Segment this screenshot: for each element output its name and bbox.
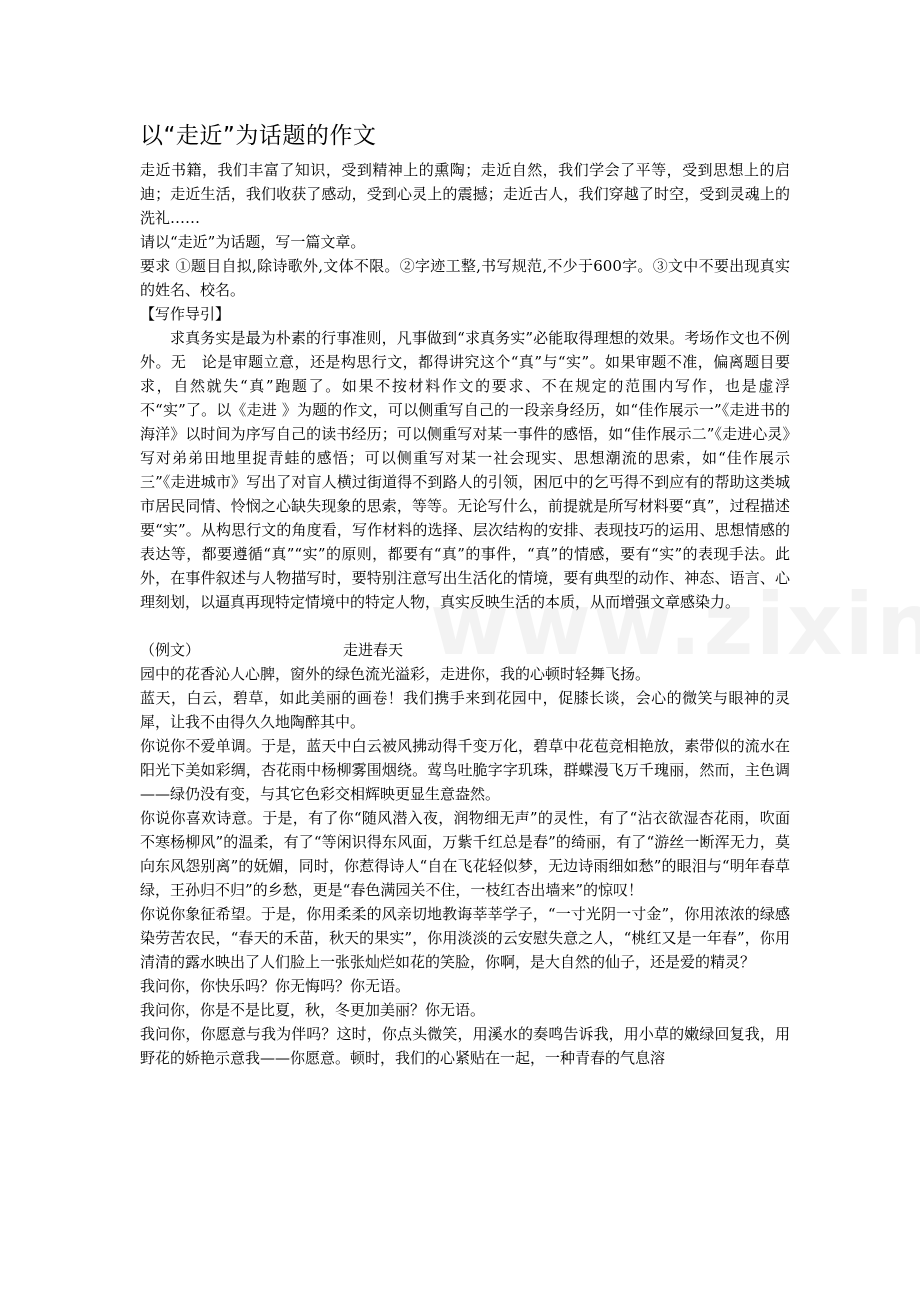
example-paragraph: 蓝天，白云，碧草，如此美丽的画卷！我们携手来到花园中，促膝长谈，会心的微笑与眼神的灵犀，让我不由得久久地陶醉其中。 xyxy=(140,689,790,731)
guide-heading: 【写作导引】 xyxy=(140,305,231,323)
example-heading xyxy=(140,638,790,662)
instruction-paragraph: 请以“走近”为话题，写一篇文章。 xyxy=(140,233,366,251)
example-title: 走进春天 xyxy=(343,641,404,659)
example-paragraph: 我问你，你快乐吗？你无悔吗？你无语。 xyxy=(140,977,411,995)
example-paragraph: 我问你，你愿意与我为伴吗？这时，你点头微笑，用溪水的奏鸣告诉我，用小草的嫩绿回复我，用野花的娇艳示意我——你愿意。顿时，我们的心紧贴在一起，一种青春的气息溶 xyxy=(140,1025,790,1067)
example-paragraph: 园中的花香沁人心脾，窗外的绿色流光溢彩，走进你，我的心顿时轻舞飞扬。 xyxy=(140,665,651,683)
document-page xyxy=(140,118,790,1070)
example-tag: （例文） xyxy=(140,641,201,659)
page-title: 以“走近”为话题的作文 xyxy=(140,123,377,149)
guide-paragraph: 求真务实是最为朴素的行事准则，凡事做到“求真务实”必能取得理想的效果。考场作文也不例外。无 论是审题立意，还是构思行文，都得讲究这个“真”与“实”。如果审题不准，偏离题目要求，自然就失“真”跑题了。如果不按材料作文的要求、不在规定的范围内写作，也是虚浮不“实”了。以《走进 》为题的作文，可以侧重写自己的一段亲身经历，如“佳作展示一”《走进书的海洋》以时间为序写自己的读书经历；可以侧重写对某一事件的感悟，如“佳作展示二”《走进心灵》写对弟弟田地里捉青蛙的感悟；可以侧重写对某一社会现实、思想潮流的思索，如“佳作展示三”《走进城市》写出了对盲人横过街道得不到路人的引领，困厄中的乞丐得不到应有的帮助这类城市居民同情、怜悯之心缺失现象的思索，等等。无论写什么，前提就是所写材料要“真”，过程描述要“实”。从构思行文的角度看，写作材料的选择、层次结构的安排、表现技巧的运用、思想情感的表达等，都要遵循“真”“实”的原则，都要有“真”的事件，“真”的情感，要有“实”的表现手法。此外，在事件叙述与人物描写时，要特别注意写出生活化的情境，要有典型的动作、神态、语言、心理刻划，以逼真再现特定情境中的特定人物，真实反映生活的本质，从而增强文章感染力。 xyxy=(140,329,790,611)
example-paragraph: 你说你喜欢诗意。于是，有了你“随风潜入夜，润物细无声”的灵性，有了“沾衣欲湿杏花雨，吹面不寒杨柳风”的温柔，有了“等闲识得东风面，万紫千红总是春”的绮丽，有了“游丝一断浑无力，莫向东风怨别离”的妩媚，同时，你惹得诗人“自在飞花轻似梦，无边诗雨细如愁”的眼泪与“明年春草绿，王孙归不归”的乡愁，更是“春色满园关不住，一枝红杏出墙来”的惊叹！ xyxy=(140,809,790,899)
example-paragraph: 我问你，你是不是比夏，秋，冬更加美丽？你无语。 xyxy=(140,1001,486,1019)
example-paragraph: 你说你不爱单调。于是，蓝天中白云被风拂动得千变万化，碧草中花苞竞相艳放，素带似的流水在阳光下美如彩绸，杏花雨中杨柳雾围烟绕。莺鸟吐脆字字玑珠，群蝶漫飞万千瑰丽，然而，主色调——绿仍没有变，与其它色彩交相辉映更显生意盎然。 xyxy=(140,737,790,803)
example-paragraph: 你说你象征希望。于是，你用柔柔的风亲切地教诲莘莘学子，“一寸光阴一寸金”，你用浓浓的绿感染劳苦农民，“春天的禾苗，秋天的果实”，你用淡淡的云安慰失意之人，“桃红又是一年春”，你用清清的露水映出了人们脸上一张张灿烂如花的笑脸，你啊，是大自然的仙子，还是爱的精灵？ xyxy=(140,905,790,971)
requirements-paragraph: 要求 ①题目自拟,除诗歌外,文体不限。②字迹工整,书写规范,不少于600字。③文中不要出现真实的姓名、校名。 xyxy=(140,257,790,299)
section-spacer xyxy=(140,614,790,638)
prompt-paragraph: 走近书籍，我们丰富了知识，受到精神上的熏陶；走近自然，我们学会了平等，受到思想上的启迪；走近生活，我们收获了感动，受到心灵上的震撼；走近古人，我们穿越了时空，受到灵魂上的洗礼…… xyxy=(140,161,790,227)
